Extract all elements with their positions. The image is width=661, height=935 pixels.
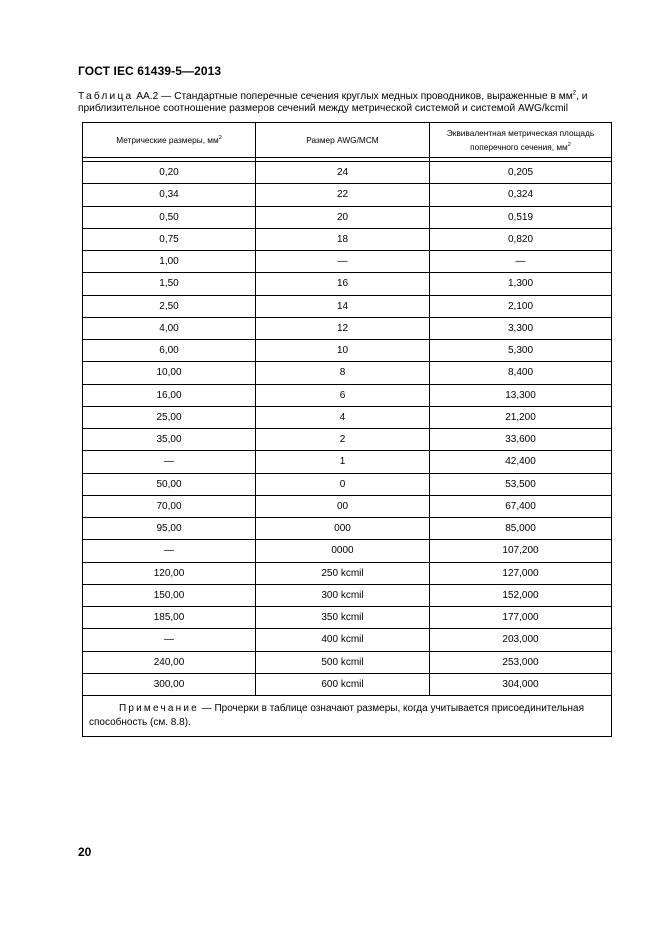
table-header-row — [83, 123, 612, 158]
awg-size-cell: 4 — [256, 406, 430, 428]
note-label: Примечание — [119, 703, 199, 714]
equivalent-area-cell: 304,000 — [430, 673, 612, 695]
equivalent-area-cell: 177,000 — [430, 607, 612, 629]
equivalent-area-cell: 85,000 — [430, 518, 612, 540]
table-note — [83, 696, 612, 737]
equivalent-area-cell: 0,519 — [430, 206, 612, 228]
metric-size-cell: 2,50 — [83, 295, 256, 317]
metric-size-cell: 50,00 — [83, 473, 256, 495]
equivalent-area-cell: 107,200 — [430, 540, 612, 562]
metric-size-cell: 240,00 — [83, 651, 256, 673]
table-row — [83, 362, 612, 384]
awg-size-cell: 2 — [256, 429, 430, 451]
table-row — [83, 406, 612, 428]
equivalent-area-cell: 127,000 — [430, 562, 612, 584]
metric-size-cell: 16,00 — [83, 384, 256, 406]
caption-superscript: 2 — [572, 90, 577, 97]
note-text: — Прочерки в таблице означают размеры, когда учитывается присоединительная способность (см. 8.8). — [89, 703, 585, 728]
metric-size-cell: 1,00 — [83, 251, 256, 273]
metric-size-cell: 1,50 — [83, 273, 256, 295]
column-header-metric: Метрические размеры, $мм^2$ — [83, 123, 256, 158]
metric-size-cell: — — [83, 629, 256, 651]
metric-size-cell: 95,00 — [83, 518, 256, 540]
equivalent-area-cell: 2,100 — [430, 295, 612, 317]
awg-size-cell: 24 — [256, 162, 430, 184]
metric-size-cell: 0,75 — [83, 228, 256, 250]
awg-size-cell: 20 — [256, 206, 430, 228]
equivalent-area-cell: 3,300 — [430, 317, 612, 339]
table-row — [83, 429, 612, 451]
equivalent-area-cell: 253,000 — [430, 651, 612, 673]
metric-size-cell: 0,20 — [83, 162, 256, 184]
table-row — [83, 273, 612, 295]
table-row — [83, 228, 612, 250]
table-row — [83, 317, 612, 339]
table-row — [83, 518, 612, 540]
awg-size-cell: 10 — [256, 340, 430, 362]
metric-size-cell: 185,00 — [83, 607, 256, 629]
awg-size-cell: 500 kcmil — [256, 651, 430, 673]
metric-size-cell: 25,00 — [83, 406, 256, 428]
table-row — [83, 251, 612, 273]
caption-text-line2: приблизительное соотношение размеров сечений между метрической системой и системой AWG/kcmil — [78, 103, 568, 114]
table-row — [83, 206, 612, 228]
data-table — [82, 122, 612, 737]
awg-size-cell: 22 — [256, 184, 430, 206]
table-caption — [78, 91, 611, 115]
column-header-awg: Размер AWG/MCM — [256, 123, 430, 158]
awg-size-cell: — — [256, 251, 430, 273]
table-row — [83, 162, 612, 184]
column-header-equivalent: Эквивалентная метрическая площадь поперечного сечения, $мм^2$ — [430, 123, 612, 158]
awg-size-cell: 400 kcmil — [256, 629, 430, 651]
equivalent-area-cell: 5,300 — [430, 340, 612, 362]
table-row — [83, 651, 612, 673]
metric-size-cell: 0,34 — [83, 184, 256, 206]
page-number: 20 — [78, 845, 92, 859]
caption-label: Таблица — [78, 91, 134, 102]
awg-size-cell: 18 — [256, 228, 430, 250]
equivalent-area-cell: 152,000 — [430, 584, 612, 606]
equivalent-area-cell: 33,600 — [430, 429, 612, 451]
caption-text-end: , и — [576, 91, 588, 102]
table-row — [83, 607, 612, 629]
table-row — [83, 473, 612, 495]
equivalent-area-cell: 21,200 — [430, 406, 612, 428]
equivalent-area-cell: 0,820 — [430, 228, 612, 250]
equivalent-area-cell: 13,300 — [430, 384, 612, 406]
awg-size-cell: 000 — [256, 518, 430, 540]
equivalent-area-cell: 0,205 — [430, 162, 612, 184]
metric-size-cell: 35,00 — [83, 429, 256, 451]
awg-size-cell: 16 — [256, 273, 430, 295]
equivalent-area-cell: 8,400 — [430, 362, 612, 384]
metric-size-cell: — — [83, 451, 256, 473]
awg-size-cell: 600 kcmil — [256, 673, 430, 695]
awg-size-cell: 250 kcmil — [256, 562, 430, 584]
awg-size-cell: 300 kcmil — [256, 584, 430, 606]
awg-size-cell: 8 — [256, 362, 430, 384]
equivalent-area-cell: 42,400 — [430, 451, 612, 473]
awg-size-cell: 1 — [256, 451, 430, 473]
metric-size-cell: — — [83, 540, 256, 562]
equivalent-area-cell: 203,000 — [430, 629, 612, 651]
metric-size-cell: 4,00 — [83, 317, 256, 339]
awg-size-cell: 12 — [256, 317, 430, 339]
metric-size-cell: 70,00 — [83, 495, 256, 517]
awg-size-cell: 350 kcmil — [256, 607, 430, 629]
equivalent-area-cell: 0,324 — [430, 184, 612, 206]
equivalent-area-cell: 1,300 — [430, 273, 612, 295]
metric-size-cell: 6,00 — [83, 340, 256, 362]
table-body — [83, 158, 612, 737]
table-row — [83, 384, 612, 406]
caption-text: — Стандартные поперечные сечения круглых медных проводников, выраженные в мм — [158, 91, 573, 102]
metric-size-cell: 300,00 — [83, 673, 256, 695]
table-row — [83, 184, 612, 206]
equivalent-area-cell: — — [430, 251, 612, 273]
table-row — [83, 584, 612, 606]
metric-size-cell: 120,00 — [83, 562, 256, 584]
equivalent-area-cell: 53,500 — [430, 473, 612, 495]
table-row — [83, 451, 612, 473]
table-row — [83, 673, 612, 695]
table-row — [83, 295, 612, 317]
table-row — [83, 340, 612, 362]
table-row — [83, 540, 612, 562]
awg-size-cell: 14 — [256, 295, 430, 317]
table-row — [83, 562, 612, 584]
document-header: ГОСТ IEC 61439-5—2013 — [78, 64, 222, 78]
caption-number: AA.2 — [136, 91, 159, 102]
awg-size-cell: 0 — [256, 473, 430, 495]
metric-size-cell: 150,00 — [83, 584, 256, 606]
table-row — [83, 495, 612, 517]
note-row — [83, 696, 612, 737]
metric-size-cell: 10,00 — [83, 362, 256, 384]
awg-size-cell: 0000 — [256, 540, 430, 562]
equivalent-area-cell: 67,400 — [430, 495, 612, 517]
metric-size-cell: 0,50 — [83, 206, 256, 228]
awg-size-cell: 00 — [256, 495, 430, 517]
awg-size-cell: 6 — [256, 384, 430, 406]
table-row — [83, 629, 612, 651]
